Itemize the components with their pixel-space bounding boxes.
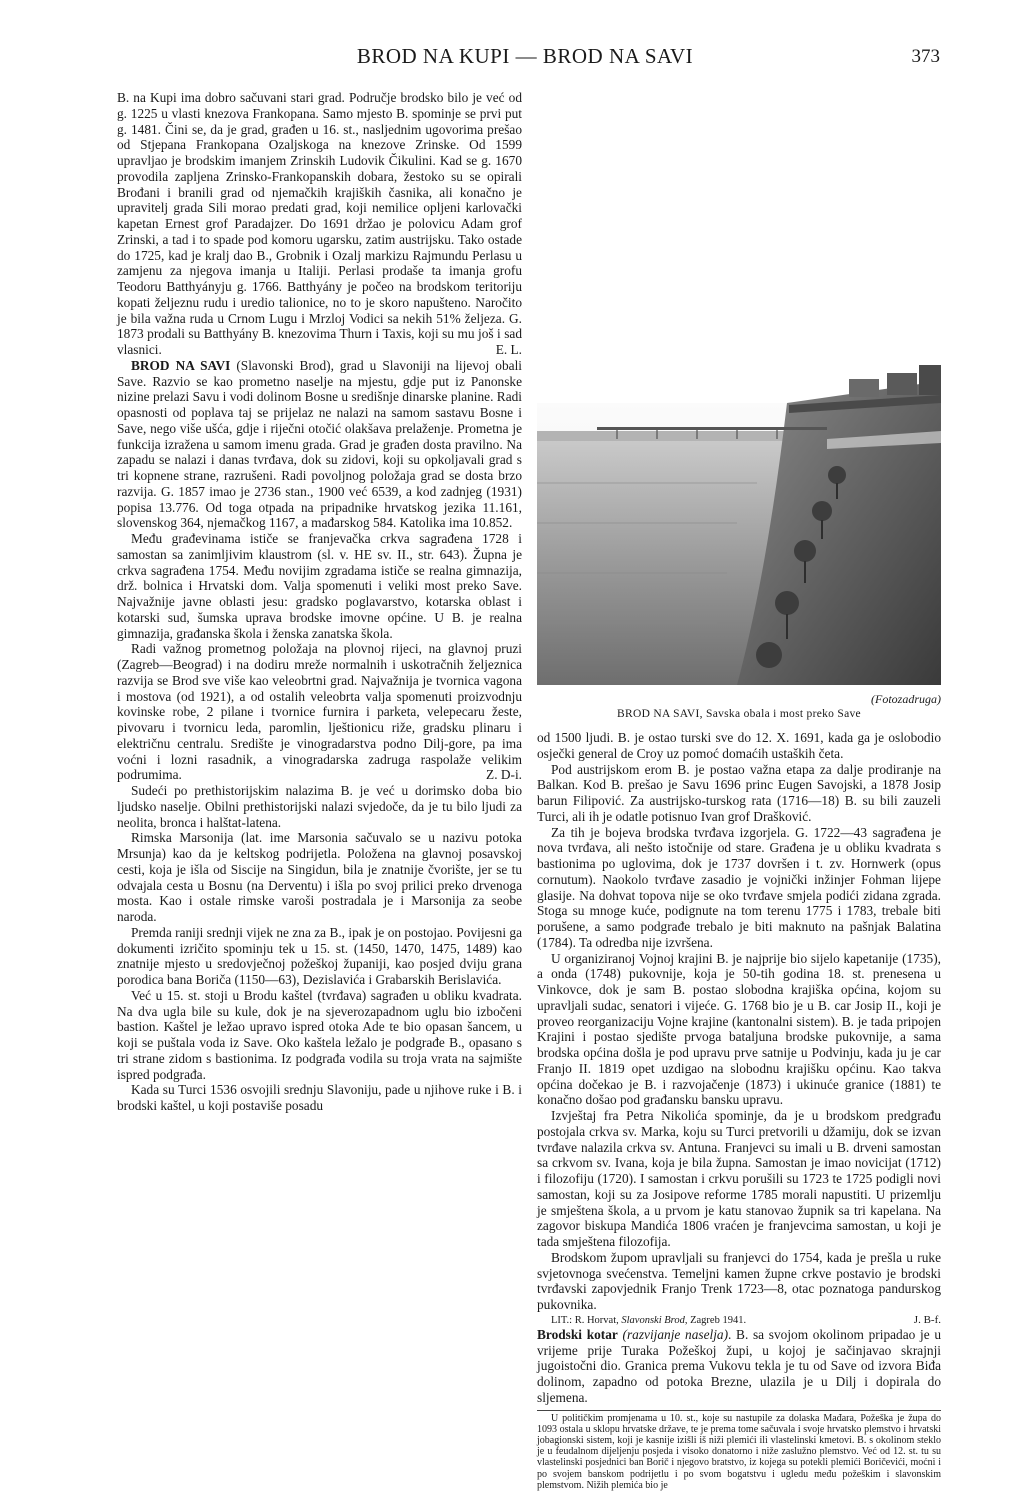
- photo-caption: BROD NA SAVI, Savska obala i most preko Save: [617, 708, 861, 720]
- paragraph-prehistory: Sudeći po prethistorijskim nalazima B. je već u dorimsko doba bio ljudsko naselje. Obilni prethistorijski nalazi svjedoče, da je tu bilo ljudi za neolita, bronca i halštat-latena.: [117, 783, 522, 830]
- left-column: [117, 90, 522, 1114]
- right-column: [537, 730, 941, 1491]
- literature-reference: LIT.: R. Horvat, Slavonski Brod, Zagreb 1941. J. B-f.: [551, 1313, 941, 1326]
- paragraph-fortress: Za tih je bojeva brodska tvrđava izgorjela. G. 1722—43 sagrađena je nova tvrđava, ali nešto istočnije od stare. Građena je u obliku kvadrata s bastionima po uglovima, dok je 1737 dovršen i t. zv. Hornwerk (opus cornutum). Naokolo tvrđave zasadio je vojnički inžinjer Fohman lijepe glasije. Na dohvat topova nije se oko tvrđave smjela podići zidana zgrada. Stoga su mnoge kuće, podignute na tom terenu 1775 i 1783, trebale biti porušene, a samo podgrađe trebalo je biti maknuto na pašnjak Balatina (1784). Ta odredba nije izvršena.: [537, 824, 941, 950]
- footnote: U političkim promjenama u 10. st., koje su nastupile za dolaska Mađara, Požeška je župa do 1093 ostala u sklopu hrvatske države, te je prema tome sačuvala i svoje hrvatsko plemstvo i hrvatski jobagionski sistem, koji je kasnije izišli iš niži plemići ili vlastelinski kmetovi. B. s okolinom steklo je u feudalnom dijeljenju posjeda i visoko donatorno i niže zaslužno plemstvo. Već od 12. st. tu su vlastelinski posjednici ban Borič i njegovo bratstvo, iz kojega su potekli plemići Boričevići, moćni i po svojem banskom podrijetlu i po svom bogatstvu i ugledu među požeškim i slavonskim plemstvom. Nižih plemića bio je: [537, 1410, 941, 1491]
- paragraph-castle: Već u 15. st. stoji u Brodu kaštel (tvrđava) sagrađen u obliku kvadrata. Na dva ugla bile su kule, dok je na sjeverozapadnom uglu bio izbočeni bastion. Kaštel je ležao upravo ispred otoka Ade te bio opasan šancem, u koji se puštala voda iz Save. Oko kaštela ležalo je podgrađe B., opasano s tri strane zidom s bastionima. Iz podgrađa vodila su troja vrata na sajmište ispred podgrađa.: [117, 987, 522, 1082]
- running-title: BROD NA KUPI — BROD NA SAVI: [356, 44, 694, 68]
- paragraph-austrian-era: Pod austrijskom erom B. je postao važna etapa za dalje prodiranje na Balkan. Kod B. prešao je Savu 1696 princ Eugen Savojski, a 1878 Josip barun Filipović. Za austrijsko-turskog rata (1716—18) B. su bili zauzeli Turci, ali ih je odatle potisnuo Ivan grof Drašković.: [537, 761, 941, 824]
- author-signature: Z. D-i.: [486, 767, 522, 783]
- paragraph-military-frontier: U organiziranoj Vojnoj krajini B. je najprije bio sijelo kapetanije (1735), a onda (1748) pukovnije, koja je 50-tih godina 18. st. prenesena u Vinkovce, dok je sam B. postao slobodna krajiška općina, kojom su upravljali sudac, senatori i vijeće. G. 1768 bio je u B. car Josip II., koji je proveo reorganizaciju Vojne krajine (kantonalni sistem). B. je tada pripojen Krajini i postao sjedište prvoga bataljuna brodske pukovnije, a sama brodska općina došla je pod upravu prve satnije u Podvinju, kada ju je car Franjo II. 1819 opet uzdigao na slobodnu krajišku općinu. Kao takva općina dočekao je B. i razvojačenje (1873) i ukinuće granice (1881) te konačno došao pod građansku bansku upravu.: [537, 950, 941, 1108]
- paragraph-buildings: Među građevinama ističe se franjevačka crkva sagrađena 1728 i samostan sa zanimljivim klaustrom (sl. v. HE sv. II., str. 643). Župna je crkva sagrađena 1754. Među novijim zgradama ističe se realna gimnazija, drž. bolnica i Hrvatski dom. Valja spomenuti i veliki most preko Save. Najvažnije javne oblasti jesu: gradsko poglavarstvo, kotarska oblast i kotarski sud, šumska uprava brodske imovne općine. U B. je realna gimnazija, građanska škola i ženska zanatska škola.: [117, 531, 522, 641]
- author-signature: J. B-f.: [913, 1313, 941, 1326]
- paragraph-savi-intro: BROD NA SAVI (Slavonski Brod), grad u Slavoniji na lijevoj obali Save. Razvio se kao prometno naselje na mjestu, gdje put iz Panonske nizine prelazi Savu i vodi dolinom Bosne u središnje dinarske planine. Radi opasnosti od poplava taj se prijelaz ne nalazi na samom sastavu Bosne i Save, nego više ušća, gdje i riječni otočić olakšava prelaženje. Prometna je funkcija izražena u samom imenu grada. Grad je građen dosta pravilno. Na zapadu se nalazi i danas tvrđava, dok su zidovi, koji su opkoljavali grad s tri kopnene strane, razrušeni. Radi povoljnog položaja grad se dosta brzo razvija. G. 1857 imao je 2736 stan., 1900 već 6539, a kod zadnjeg (1931) popisa 13.776. Od toga otpada na pripadnike hrvatskog jezika 11.161, slovenskog 364, njemačkog 1167, a mađarskog 584. Katolika ima 10.852.: [117, 357, 522, 531]
- page-number: 373: [911, 46, 940, 67]
- page-header: [110, 44, 940, 74]
- paragraph-brodski-kotar: Brodski kotar (razvijanje naselja). B. sa svojom okolinom pripadao je u vrijeme prije Turaka Požeškoj župi, u kojoj je sačinjavao skrajnji jugoistočni dio. Granica prema Vukovu tekla je tu od Save od izvora Biđa dolinom, zapadno od potoka Brezne, ulazila je u Dilj i dopirala do sljemena.: [537, 1326, 941, 1405]
- paragraph-parish: Brodskom župom upravljali su franjevci do 1754, kada je prešla u ruke svjetovnoga svećenstva. Temeljni kamen župne crkve postavio je brodski tvrđavski zapovjednik Franjo Trenk 1723—8, otac poznatoga pandurskog pukovnika.: [537, 1249, 941, 1312]
- paragraph-turkish-rule: od 1500 ljudi. B. je ostao turski sve do 12. X. 1691, kada ga je oslobodio osječki general de Croy uz pomoć domaćih ustaških četa.: [537, 730, 941, 761]
- paragraph-industry: Radi važnog prometnog položaja na plovnoj rijeci, na glavnoj pruzi (Zagreb—Beograd) i na dodiru mreže normalnih i uskotračnih željeznica razvija se Brod sve više kao veleobrtni grad. Najvažnija je tvornica vagona i mostova (od 1921), a od ostalih veleobrta valja spomenuti proizvodnju kovinske robe, 2 pilane i tvornice furnira i parketa, velepecaru žeste, pivovaru i tvornicu leda, paromlin, lještionicu riže, gradsku plinaru i električnu centralu. Središte je vinogradarstva podno Dilj-gore, pa ima voćni i lozni rasadnik, a vinogradarska zadruga raspolaže velikim podrumima. Z. D-i.: [117, 641, 522, 783]
- paragraph-turks: Kada su Turci 1536 osvojili srednju Slavoniju, pade u njihove ruke i B. i brodski kaštel, u koji postaviše posadu: [117, 1082, 522, 1113]
- paragraph-marsonia: Rimska Marsonija (lat. ime Marsonia sačuvalo se u nazivu potoka Mrsunja) kao da je keltskog podrijetla. Položena na glavnoj posavskoj cesti, koja je išla od Siscije na Singidun, bila je znatnije čvorište, jer se tu odvajala cesta u Bosnu (na Derventu) i išla po svoj prilici preko drvenoga mosta. Kao i ostale rimske varoši postradala je i Marsonija za seobe naroda.: [117, 830, 522, 924]
- paragraph-churches: Izvještaj fra Petra Nikolića spominje, da je u brodskom predgrađu postojala crkva sv. Marka, koju su Turci pretvorili u džamiju, dok se izvan tvrđave nalazila crkva sv. Antuna. Franjevci su imali u B. drveni samostan sa crkvom sv. Ivana, koja je bila župna. Samostan je imao novicijat (1712) i filozofiju (1720). I samostan i crkvu porušili su 1723 te 1725 podigli novi samostan, koji su za Josipove reforme 1785 morali napustiti. U prizemlju je smještena škola, a u prvom je katu stanovao župnik sa tri kapelana. Na zagovor biskupa Mandića 1806 vraćen je franjevcima samostan, u koji je tada smještena filozofija.: [537, 1108, 941, 1249]
- author-signature: E. L.: [495, 342, 522, 357]
- photo-credit: (Fotozadruga): [871, 692, 941, 706]
- paragraph-middle-ages: Premda raniji srednji vijek ne zna za B., ipak je on postojao. Povijesni ga dokumenti izričito spominju tek u 15. st. (1450, 1470, 1475, 1489) kao znatnije mjesto u sredovječnoj požeškoj županiji, kao posjed dviju grana porodica bana Boriča (1150—63), Dezislavića i Grabarskih Berislavića.: [117, 924, 522, 987]
- entry-heading: BROD NA SAVI: [131, 357, 231, 373]
- paragraph-kupi-history: B. na Kupi ima dobro sačuvani stari grad. Područje brodsko bilo je već od g. 1225 u vlasti knezova Frankopana. Samo mjesto B. spominje se prvi put g. 1481. Čini se, da je grad, građen u 16. st., nasljednim ugovorima prešao od Stjepana Frankopana Ozaljskoga na knezove Zrinske. Od 1599 upravljao je brodskim imanjem Zrinskih Ludovik Čikulini. Kad se g. 1670 provodila zapljena Zrinsko-Frankopanskih dobara, žestoko su se opirali Brođani i branili grad od njemačkih krajiških časnika, ali konačno je upravitelj grada Sili morao predati grad, koji nemilice opljeni karlovački kapetan Ernest grof Paradajzer. Do 1691 držao je polovicu Adam grof Zrinski, a tad i to spade pod komoru ugarsku, zatim austrijsku. Tako ostade do 1725, kad je kralj dao B., Grobnik i Ozalj markizu Rajmundu Perlasu u zamjenu za njegova imanja u Italiji. Perlasi prodaše ta imanja grofu Teodoru Batthyányju g. 1766. Batthyány je počeo na brodskom teritoriju kopati željeznu rudu i uredio talionice, no to je skoro napušteno. Naročito je bila važna ruda u Crnom Lugu i Mrzloj Vodici sa nekih 51% željeza. G. 1873 prodali su Batthyány B. knezovima Thurn i Taxis, koji su mu još i sad vlasnici. E. L.: [117, 90, 522, 357]
- photo-sava-riverbank: [537, 103, 941, 685]
- entry-heading: Brodski kotar: [537, 1326, 618, 1342]
